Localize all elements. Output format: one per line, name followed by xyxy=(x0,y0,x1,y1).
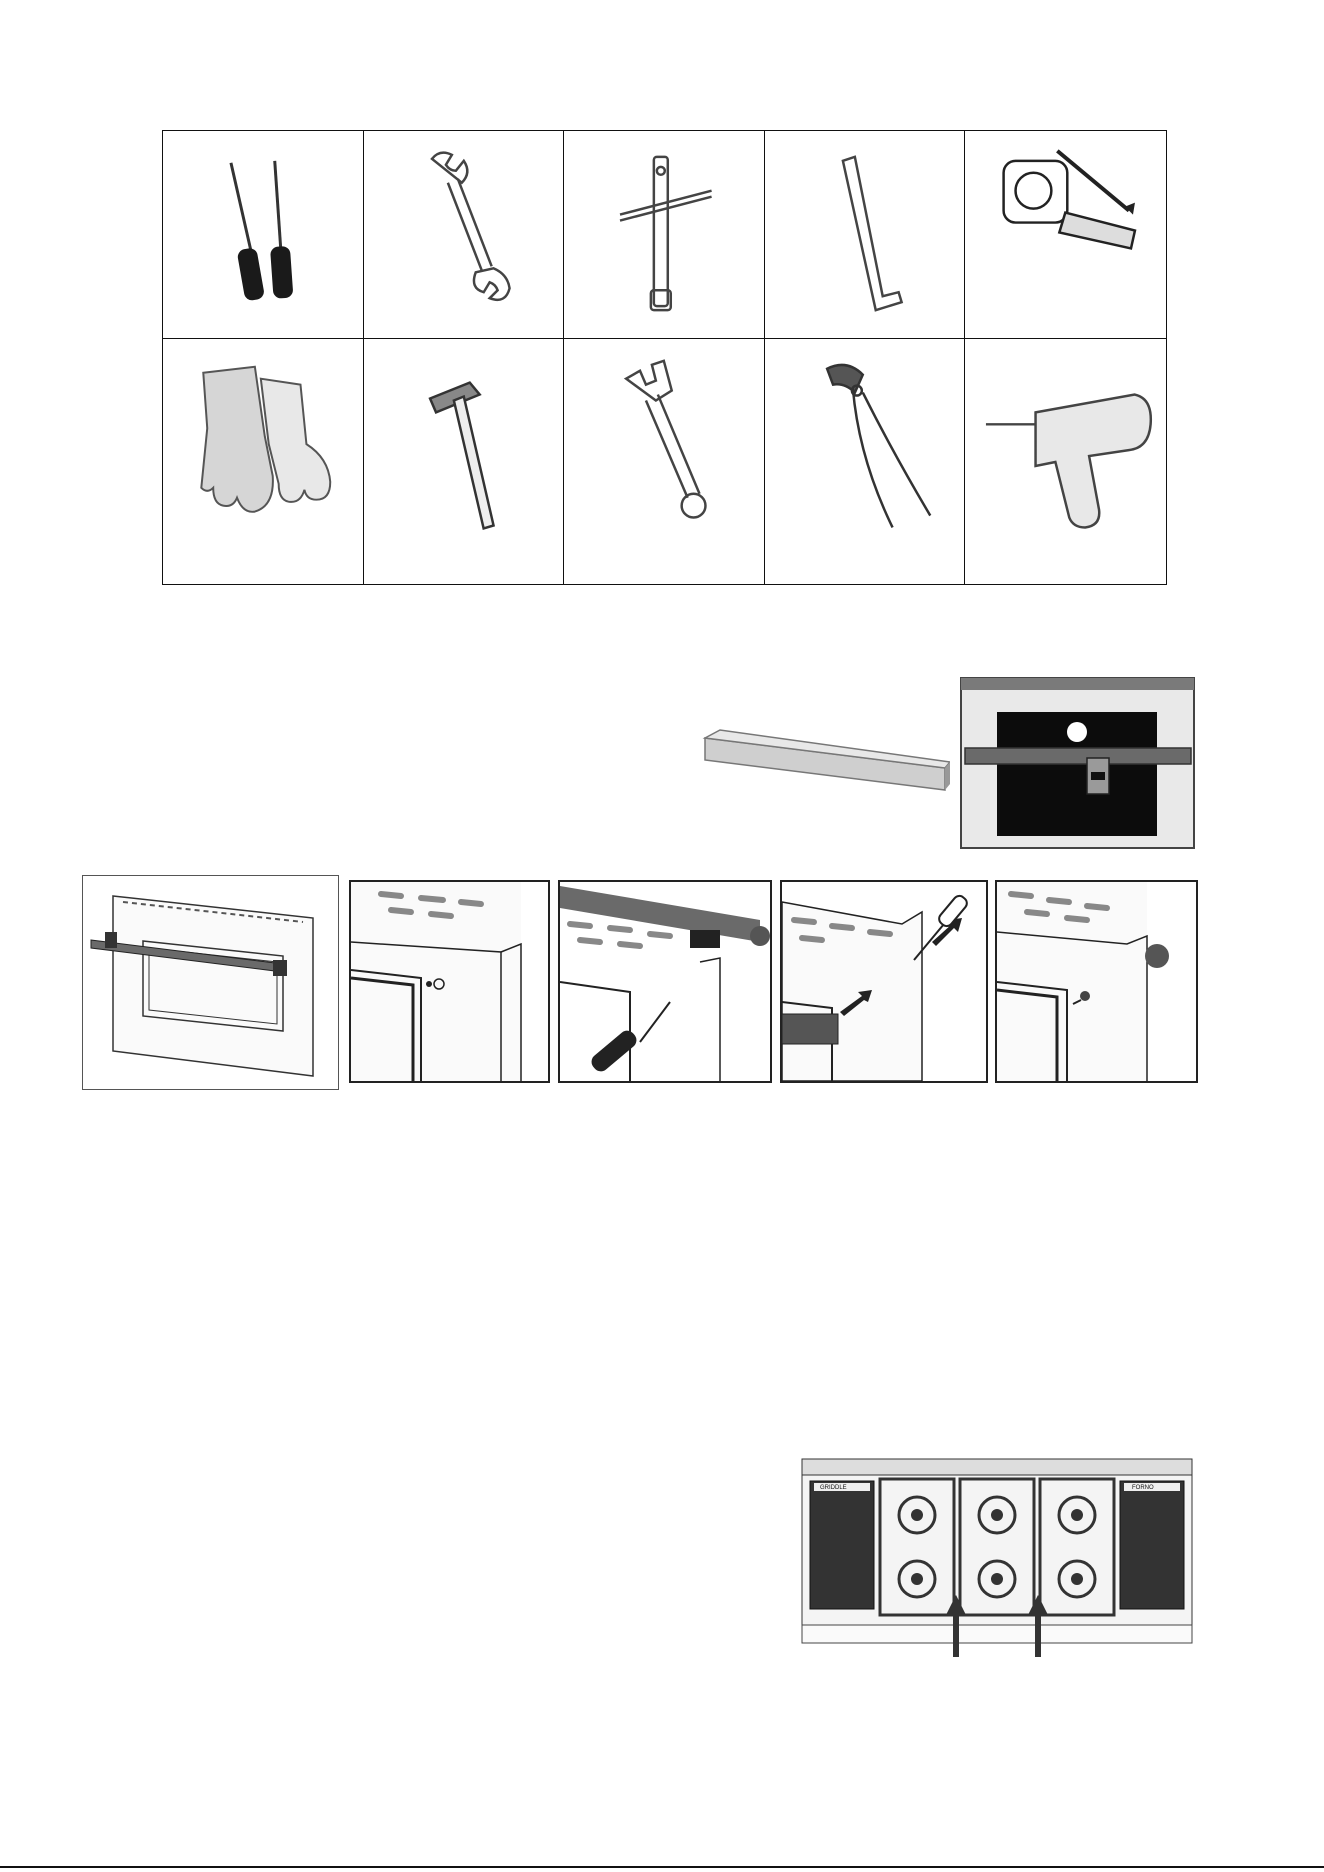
tools-cell-pliers xyxy=(765,339,966,584)
step-panel-handle-fit xyxy=(780,880,988,1083)
hammer-icon xyxy=(364,339,564,584)
tools-cell-open-wrench xyxy=(364,131,565,339)
handle-fit-screw-icon xyxy=(782,882,986,1081)
screwdrivers-icon xyxy=(163,131,363,338)
tools-cell-gloves xyxy=(163,339,364,584)
tools-cell-tape-measure xyxy=(965,131,1166,339)
allen-key-icon xyxy=(765,131,965,338)
step-panel-screw-hole xyxy=(349,880,550,1083)
step-panel-door-overview xyxy=(82,875,339,1090)
adjustable-wrench-icon xyxy=(564,339,764,584)
oven-front-icon xyxy=(955,672,1200,852)
handle-bar-icon xyxy=(700,720,950,810)
door-with-handle-overview-icon xyxy=(83,876,338,1089)
cooktop-illustration xyxy=(798,1455,1198,1660)
tools-cell-allen-key xyxy=(765,131,966,339)
power-drill-icon xyxy=(965,339,1166,584)
pliers-icon xyxy=(765,339,965,584)
cooktop-right-label: FORNO xyxy=(1132,1485,1154,1491)
step-panel-handle-fixed xyxy=(995,880,1198,1083)
step-panel-handle-insert xyxy=(558,880,772,1083)
tools-cell-adjustable-wrench xyxy=(564,339,765,584)
tape-measure-and-pencil-icon xyxy=(965,131,1166,338)
door-screw-hole-icon xyxy=(351,882,548,1081)
tools-cell-screwdrivers xyxy=(163,131,364,339)
tools-cell-socket-wrench xyxy=(564,131,765,339)
protective-gloves-icon xyxy=(163,339,363,584)
tools-cell-drill xyxy=(965,339,1166,584)
handle-insert-screwdriver-icon xyxy=(560,882,770,1081)
tools-table xyxy=(162,130,1167,585)
socket-wrench-icon xyxy=(564,131,764,338)
tools-cell-hammer xyxy=(364,339,565,584)
open-end-wrench-icon xyxy=(364,131,564,338)
cooktop-left-label: GRIDDLE xyxy=(820,1485,847,1491)
handle-fixed-icon xyxy=(997,882,1196,1081)
footer-rule xyxy=(0,1866,1324,1868)
